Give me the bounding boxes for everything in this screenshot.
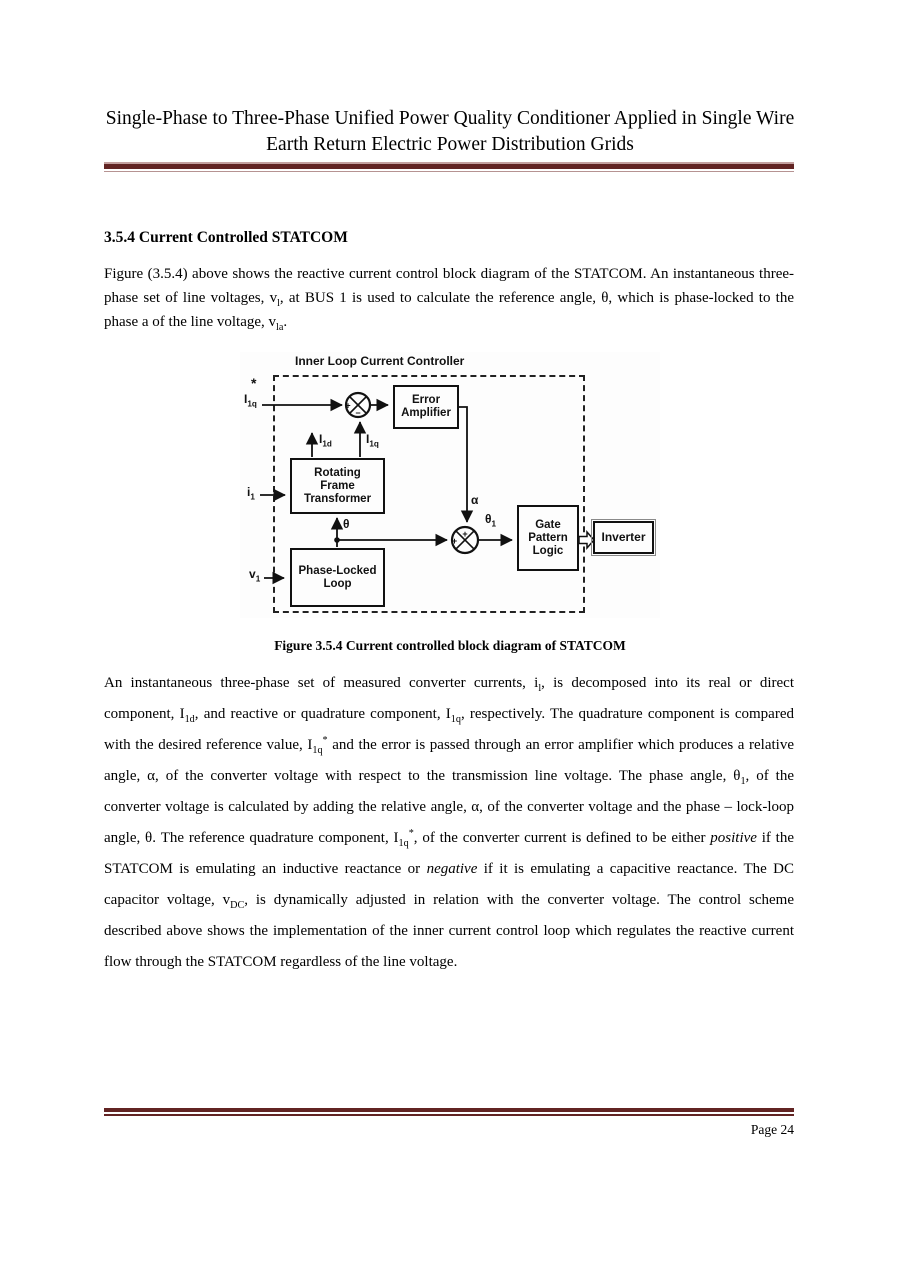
i1q-signal-label: $I_{1q}$ xyxy=(366,432,379,449)
i1q-reference-star-label: * xyxy=(251,375,257,391)
arrow-error-amplifier-to-sum2 xyxy=(459,407,467,522)
figure-block-diagram xyxy=(240,352,660,618)
summing-junction-1 xyxy=(345,393,370,418)
sum1-plus-sign: + xyxy=(345,400,351,411)
hollow-arrow-gate-to-inverter xyxy=(579,532,594,548)
gate-pattern-logic-block: Gate Pattern Logic xyxy=(517,505,579,571)
sum2-plus-top-sign: + xyxy=(462,529,468,539)
footer-rule xyxy=(104,1108,794,1116)
error-amplifier-block: Error Amplifier xyxy=(393,385,459,429)
paragraph-intro: Figure (3.5.4) above shows the reactive current control block diagram of the STATCOM. An instantaneous three-phase set of line voltages, $v_l$, at BUS 1 is used to calculate the reference angle, θ, which is phase-locked to the phase a of the line voltage, $v_{la}$. xyxy=(104,266,794,333)
figure-caption: Figure 3.5.4 Current controlled block diagram of STATCOM xyxy=(274,638,626,653)
phase-locked-loop-block: Phase-Locked Loop xyxy=(290,548,385,607)
sum1-minus-sign: − xyxy=(355,408,361,418)
section-heading: 3.5.4 Current Controlled STATCOM xyxy=(104,229,348,246)
inverter-block: Inverter xyxy=(593,521,654,554)
i1q-reference-input-label: $I_{1q}$ xyxy=(244,392,257,409)
page-header-title: Single-Phase to Three-Phase Unified Power Quality Conditioner Applied in Single Wire Earth Return Electric Power Distribution Grids xyxy=(105,108,795,155)
header-rule-thin-line xyxy=(104,171,794,172)
i1d-signal-label: $I_{1d}$ xyxy=(319,432,332,449)
page-number: Page 24 xyxy=(750,1122,794,1137)
paragraph-body: An instantaneous three-phase set of measured converter currents, $i_l$, is decomposed into its real or direct component, $I_{1d}$, and reactive or quadrature component, $I_{1q}$, respectively. The quadrature component is compared with the desired reference value, $I_{1q}^*$ and the error is passed through an error amplifier which produces a relative angle, α, of the converter voltage with respect to the transmission line voltage. The phase angle, $\theta_1$, of the converter voltage is calculated by adding the relative angle, α, of the converter voltage and the phase – lock-loop angle, θ. The reference quadrature component, $I_{1q}^*$, of the converter current is defined to be either positive if the STATCOM is emulating an inductive reactance or negative if it is emulating a capacitive reactance. The DC capacitor voltage, $v_{DC}$, is dynamically adjusted in relation with the converter voltage. The control scheme described above shows the implementation of the inner current control loop which regulates the reactive current flow through the STATCOM regardless of the line voltage. xyxy=(104,675,795,970)
theta1-signal-label: $\theta_1$ xyxy=(485,512,497,529)
sum2-plus-left-sign: + xyxy=(451,536,458,546)
theta-signal-label: θ xyxy=(343,517,350,531)
rotating-frame-transformer-block: Rotating Frame Transformer xyxy=(290,458,385,514)
figure-inner-title: Inner Loop Current Controller xyxy=(295,354,465,368)
v1-input-label: $v_1$ xyxy=(249,567,261,584)
theta-branch-node xyxy=(334,537,340,543)
i1-input-label: $i_1$ xyxy=(247,485,255,502)
alpha-signal-label: α xyxy=(471,493,479,507)
summing-junction-2 xyxy=(452,527,478,553)
footer-rule-thin-line xyxy=(104,1114,794,1116)
header-rule xyxy=(104,162,794,172)
